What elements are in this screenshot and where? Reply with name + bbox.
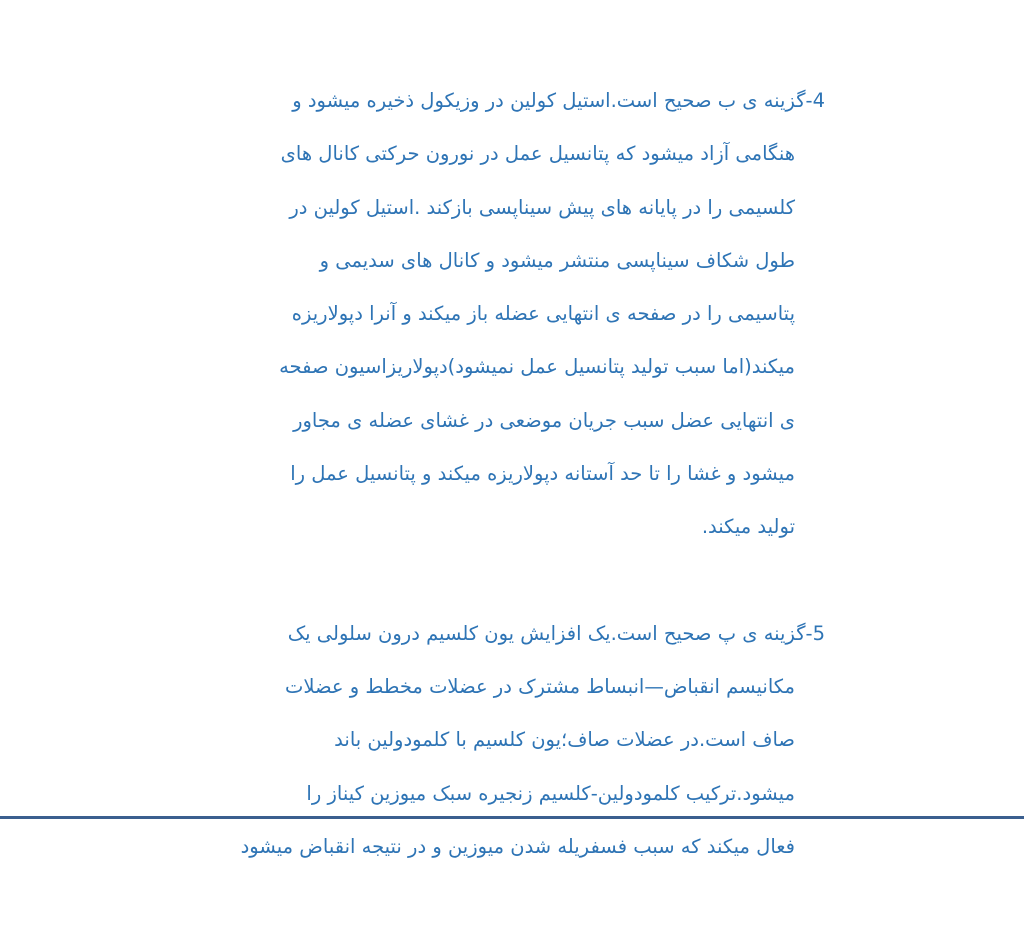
item-number: 4- (805, 89, 825, 112)
line-text: گزینه ی پ صحیح است.یک افزایش یون کلسیم درون سلولی یک (287, 621, 806, 645)
paragraph-line (180, 74, 825, 127)
paragraph-line: میشود و غشا را تا حد آستانه دپولاریزه میکند و پتانسیل عمل را (290, 462, 795, 486)
paragraph-line: میشود.ترکیب کلمودولین-کلسیم زنجیره سبک میوزین کیناز را (306, 781, 795, 805)
answer-paragraph-4 (180, 74, 825, 554)
paragraph-line: صاف است.در عضلات صاف؛یون کلسیم با کلمودولین باند (334, 728, 795, 752)
document-body (180, 74, 825, 926)
paragraph-line: فعال میکند که سبب فسفریله شدن میوزین و در نتیجه انقباض میشود (240, 834, 795, 858)
line-text: گزینه ی ب صحیح است.استیل کولین در وزیکول ذخیره میشود و (292, 89, 806, 112)
paragraph-line: هنگامی آزاد میشود که پتانسیل عمل در نورون حرکتی کانال های (280, 142, 795, 166)
paragraph-line: کلسیمی را در پایانه های پیش سیناپسی بازکند .استیل کولین در (289, 195, 795, 219)
paragraph-line: ی انتهایی عضل سبب جریان موضعی در غشای عضله ی مجاور (293, 408, 795, 432)
paragraph-line: تولید میکند. (701, 515, 795, 539)
paragraph-line: میکند(اما سبب تولید پتانسیل عمل نمیشود)دپولاریزاسیون صفحه (279, 355, 795, 379)
paragraph-line: پتاسیمی را در صفحه ی انتهایی عضله باز میکند و آنرا دپولاریزه (291, 302, 795, 326)
answer-paragraph-5 (180, 607, 825, 873)
paragraph-line (180, 607, 825, 660)
item-number: 5- (805, 621, 825, 645)
page-bottom-edge (0, 816, 1024, 819)
paragraph-line: مکانیسم انقباض—انبساط مشترک در عضلات مخطط و عضلات (284, 674, 795, 698)
paragraph-line: طول شکاف سیناپسی منتشر میشود و کانال های سدیمی و (319, 248, 795, 272)
